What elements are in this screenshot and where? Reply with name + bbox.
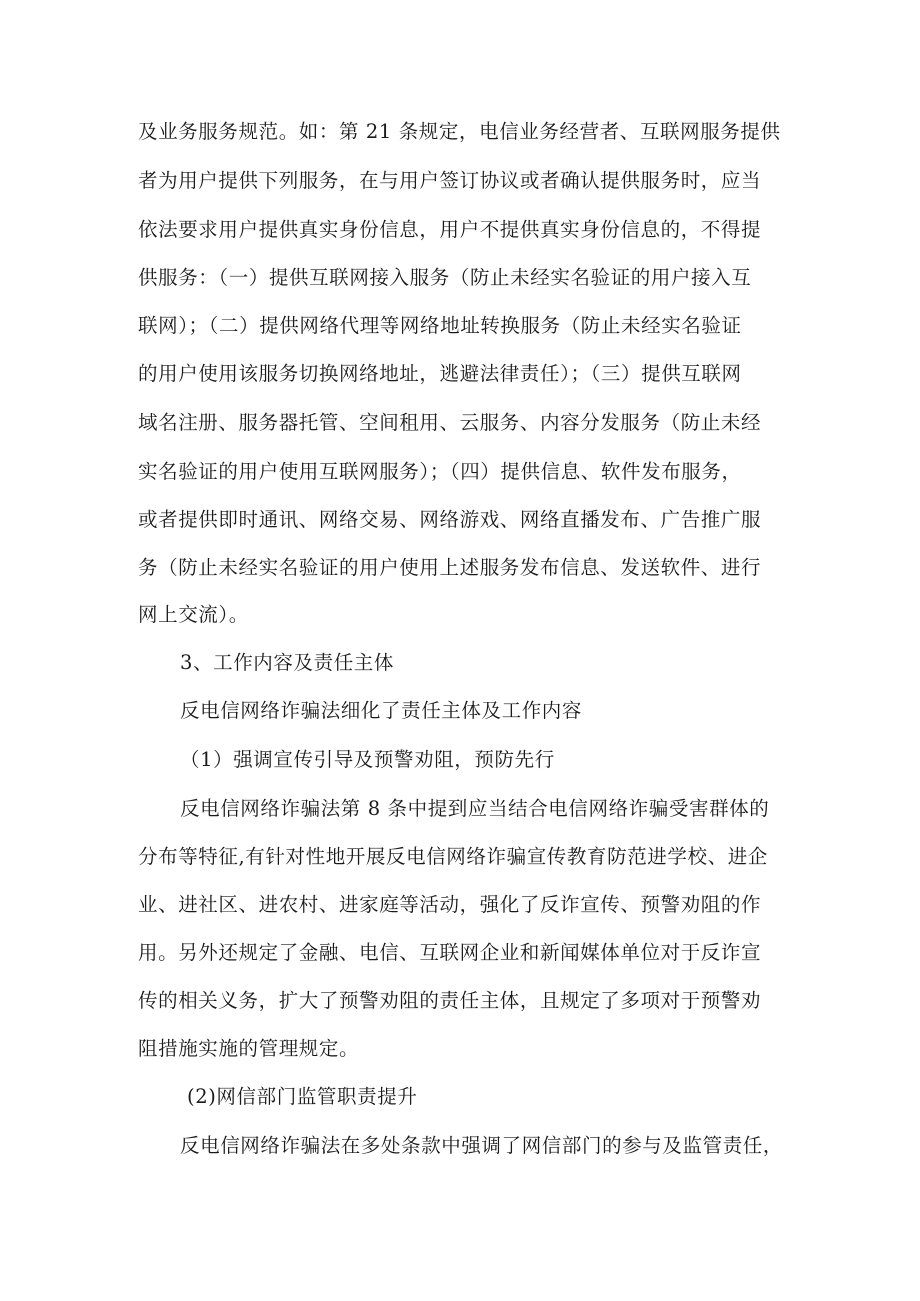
paragraph-line: 阻措施实施的管理规定。 <box>138 1037 360 1060</box>
section-heading: 3、工作内容及责任主体 <box>180 651 395 674</box>
paragraph-line: 务（防止未经实名验证的用户使用上述服务发布信息、发送软件、进行 <box>138 556 762 579</box>
paragraph-line: 者为用户提供下列服务，在与用户签订协议或者确认提供服务时，应当 <box>138 169 762 192</box>
paragraph-line: 实名验证的用户使用互联网服务）；（四）提供信息、软件发布服务， <box>138 460 742 483</box>
paragraph-line: 反电信网络诈骗法第 8 条中提到应当结合电信网络诈骗受害群体的 <box>180 797 770 820</box>
paragraph-line: 域名注册、服务器托管、空间租用、云服务、内容分发服务（防止未经 <box>138 411 762 434</box>
paragraph-line: 联网）；（二）提供网络代理等网络地址转换服务（防止未经实名验证 <box>138 314 742 337</box>
paragraph-line: 分布等特征,有针对性地开展反电信网络诈骗宣传教育防范进学校、进企 <box>138 845 768 868</box>
subsection-heading: （1）强调宣传引导及预警劝阻，预防先行 <box>180 748 555 771</box>
paragraph-line: 网上交流）。 <box>138 603 249 626</box>
paragraph-line: 或者提供即时通讯、网络交易、网络游戏、网络直播发布、广告推广服 <box>138 508 762 531</box>
paragraph-line: 用。另外还规定了金融、电信、互联网企业和新闻媒体单位对于反诈宣 <box>138 941 762 964</box>
paragraph-line: 供服务：（一）提供互联网接入服务（防止未经实名验证的用户接入互 <box>138 266 752 289</box>
paragraph-line: 的用户使用该服务切换网络地址，逃避法律责任）；（三）提供互联网 <box>138 362 742 385</box>
paragraph-line: 业、进社区、进农村、进家庭等活动，强化了反诈宣传、预警劝阻的作 <box>138 893 762 916</box>
paragraph-line: 及业务服务规范。如：第 21 条规定，电信业务经营者、互联网服务提供 <box>138 120 781 143</box>
paragraph-line: 依法要求用户提供真实身份信息，用户不提供真实身份信息的，不得提 <box>138 218 762 241</box>
subsection-heading: (2)网信部门监管职责提升 <box>187 1085 418 1108</box>
paragraph-line: 传的相关义务，扩大了预警劝阻的责任主体，且规定了多项对于预警劝 <box>138 989 762 1012</box>
paragraph-line: 反电信网络诈骗法在多处条款中强调了网信部门的参与及监管责任， <box>180 1134 784 1157</box>
paragraph-line: 反电信网络诈骗法细化了责任主体及工作内容 <box>180 699 583 722</box>
